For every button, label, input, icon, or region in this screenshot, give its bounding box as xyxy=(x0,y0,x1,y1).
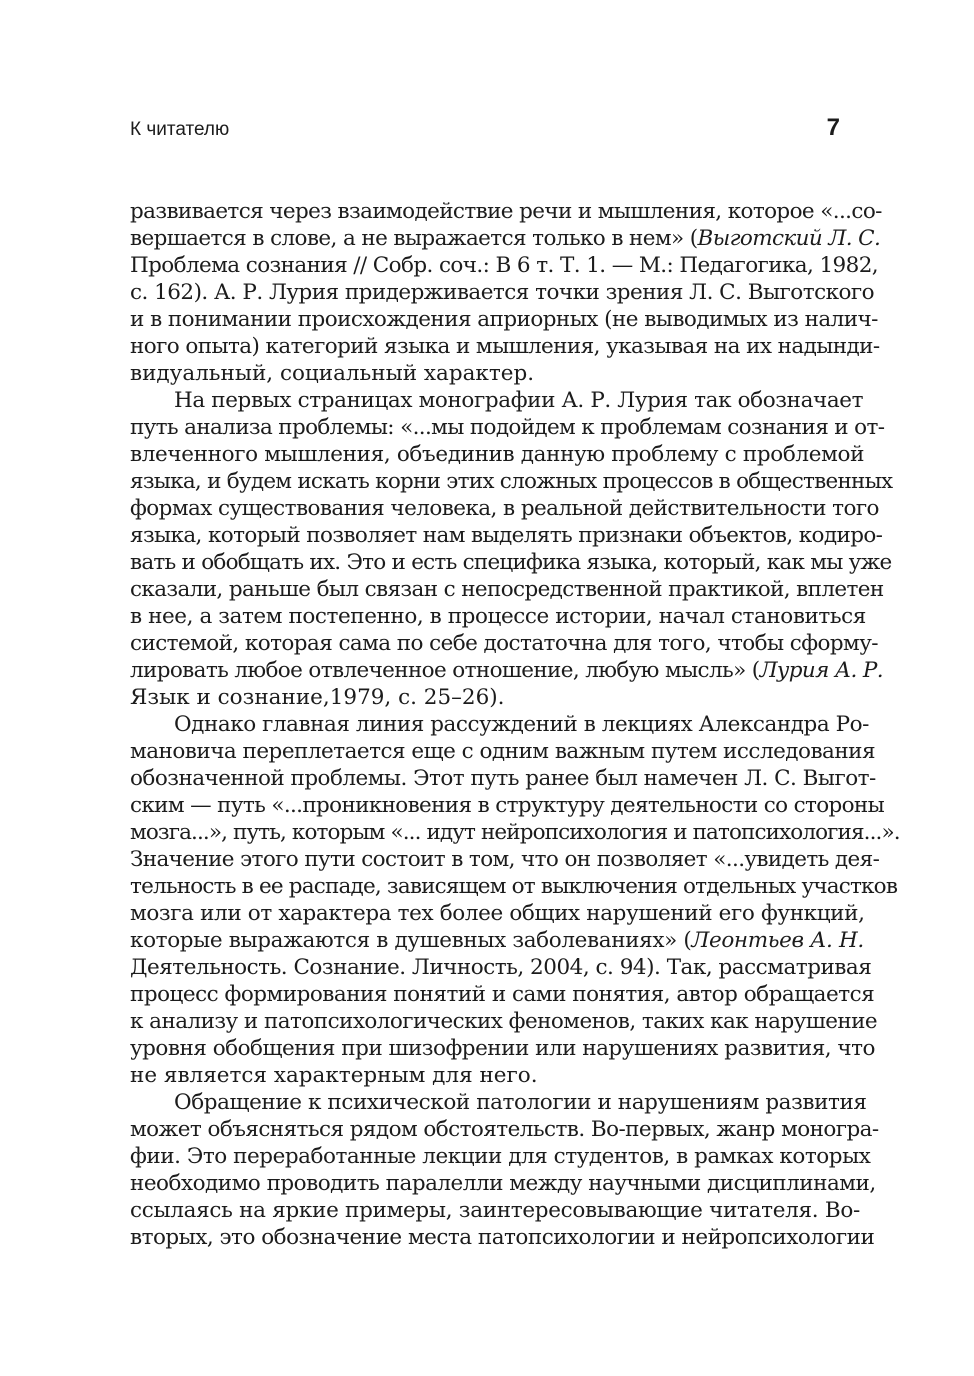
text-line: ссылаясь на яркие примеры, заинтересовывающие читателя. Во- xyxy=(130,1198,860,1223)
text-line: лировать любое отвлеченное отношение, любую мысль» (Лурия А. Р. xyxy=(130,658,883,683)
text-line: Значение этого пути состоит в том, что он позволяет «...увидеть дея- xyxy=(130,847,880,872)
text-line: вершается в слове, а не выражается только в нем» (Выготский Л. С. xyxy=(130,226,881,251)
text-line: языка, и будем искать корни этих сложных процессов в общественных xyxy=(130,469,893,494)
text-line: обозначенной проблемы. Этот путь ранее был намечен Л. С. Выгот- xyxy=(130,766,876,791)
text-line: Проблема сознания // Собр. соч.: В 6 т. Т. 1. — М.: Педагогика, 1982, xyxy=(130,253,879,278)
text-line: путь анализа проблемы: «...мы подойдем к проблемам сознания и от- xyxy=(130,415,885,440)
text-line: Язык и сознание,1979, с. 25–26). xyxy=(130,685,505,710)
text-line: к анализу и патопсихологических феноменов, таких как нарушение xyxy=(130,1009,878,1034)
paragraph xyxy=(130,387,893,711)
text-line: формах существования человека, в реальной действительности того xyxy=(130,496,879,521)
text-line: ного опыта) категорий языка и мышления, указывая на их надынди- xyxy=(130,334,880,359)
text-line: Обращение к психической патологии и нарушениям развития xyxy=(174,1090,867,1115)
text-line: На первых страницах монографии А. Р. Лурия так обозначает xyxy=(174,388,864,413)
text-line: языка, который позволяет нам выделять признаки объектов, кодиро- xyxy=(130,523,883,548)
text-line: системой, которая сама по себе достаточна для того, чтобы сформу- xyxy=(130,631,878,656)
text-line: и в понимании происхождения априорных (не выводимых из налич- xyxy=(130,307,878,332)
text-line: развивается через взаимодействие речи и мышления, которое «...со- xyxy=(130,199,882,224)
text-line: процесс формирования понятий и сами понятия, автор обращается xyxy=(130,982,875,1007)
text-line: фии. Это переработанные лекции для студентов, в рамках которых xyxy=(130,1144,871,1169)
text-line: необходимо проводить паралелли между научными дисциплинами, xyxy=(130,1171,876,1196)
text-line: мановича переплетается еще с одним важным путем исследования xyxy=(130,739,876,764)
text-line: вать и обобщать их. Это и есть специфика языка, который, как мы уже xyxy=(130,550,892,575)
running-head-title: К читателю xyxy=(130,119,230,140)
text-line: влеченного мышления, объединив данную проблему с проблемой xyxy=(130,442,865,467)
paragraph xyxy=(130,711,900,1089)
text-line: не является характерным для него. xyxy=(130,1063,538,1088)
body-text xyxy=(130,198,900,1251)
text-line: с. 162). А. Р. Лурия придерживается точки зрения Л. С. Выготского xyxy=(130,280,875,305)
paragraph xyxy=(130,198,882,387)
page-number: 7 xyxy=(826,114,840,141)
citation-author: Лурия А. Р. xyxy=(759,658,883,683)
text-line: Однако главная линия рассуждений в лекциях Александра Ро- xyxy=(174,712,869,737)
text-line: уровня обобщения при шизофрении или нарушениях развития, что xyxy=(130,1036,875,1061)
text-line: которые выражаются в душевных заболеваниях» (Леонтьев А. Н. xyxy=(130,928,864,953)
citation-author: Леонтьев А. Н. xyxy=(691,928,864,953)
citation-author: Выготский Л. С. xyxy=(697,226,881,251)
text-line: мозга...», путь, которым «... идут нейропсихология и патопсихология...». xyxy=(130,820,900,845)
paragraph xyxy=(130,1089,879,1251)
text-line: в нее, а затем постепенно, в процессе истории, начал становиться xyxy=(130,604,866,629)
text-line: мозга или от характера тех более общих нарушений его функций, xyxy=(130,901,865,926)
text-line: сказали, раньше был связан с непосредственной практикой, вплетен xyxy=(130,577,884,602)
text-line: может объясняться рядом обстоятельств. Во-первых, жанр моногра- xyxy=(130,1117,879,1142)
text-line: тельность в ее распаде, зависящем от выключения отдельных участков xyxy=(130,874,898,899)
text-line: Деятельность. Сознание. Личность, 2004, с. 94). Так, рассматривая xyxy=(130,955,872,980)
text-line: видуальный, социальный характер. xyxy=(130,361,535,386)
text-line: ским — путь «...проникновения в структуру деятельности со стороны xyxy=(130,793,885,818)
text-line: вторых, это обозначение места патопсихологии и нейропсихологии xyxy=(130,1225,875,1250)
